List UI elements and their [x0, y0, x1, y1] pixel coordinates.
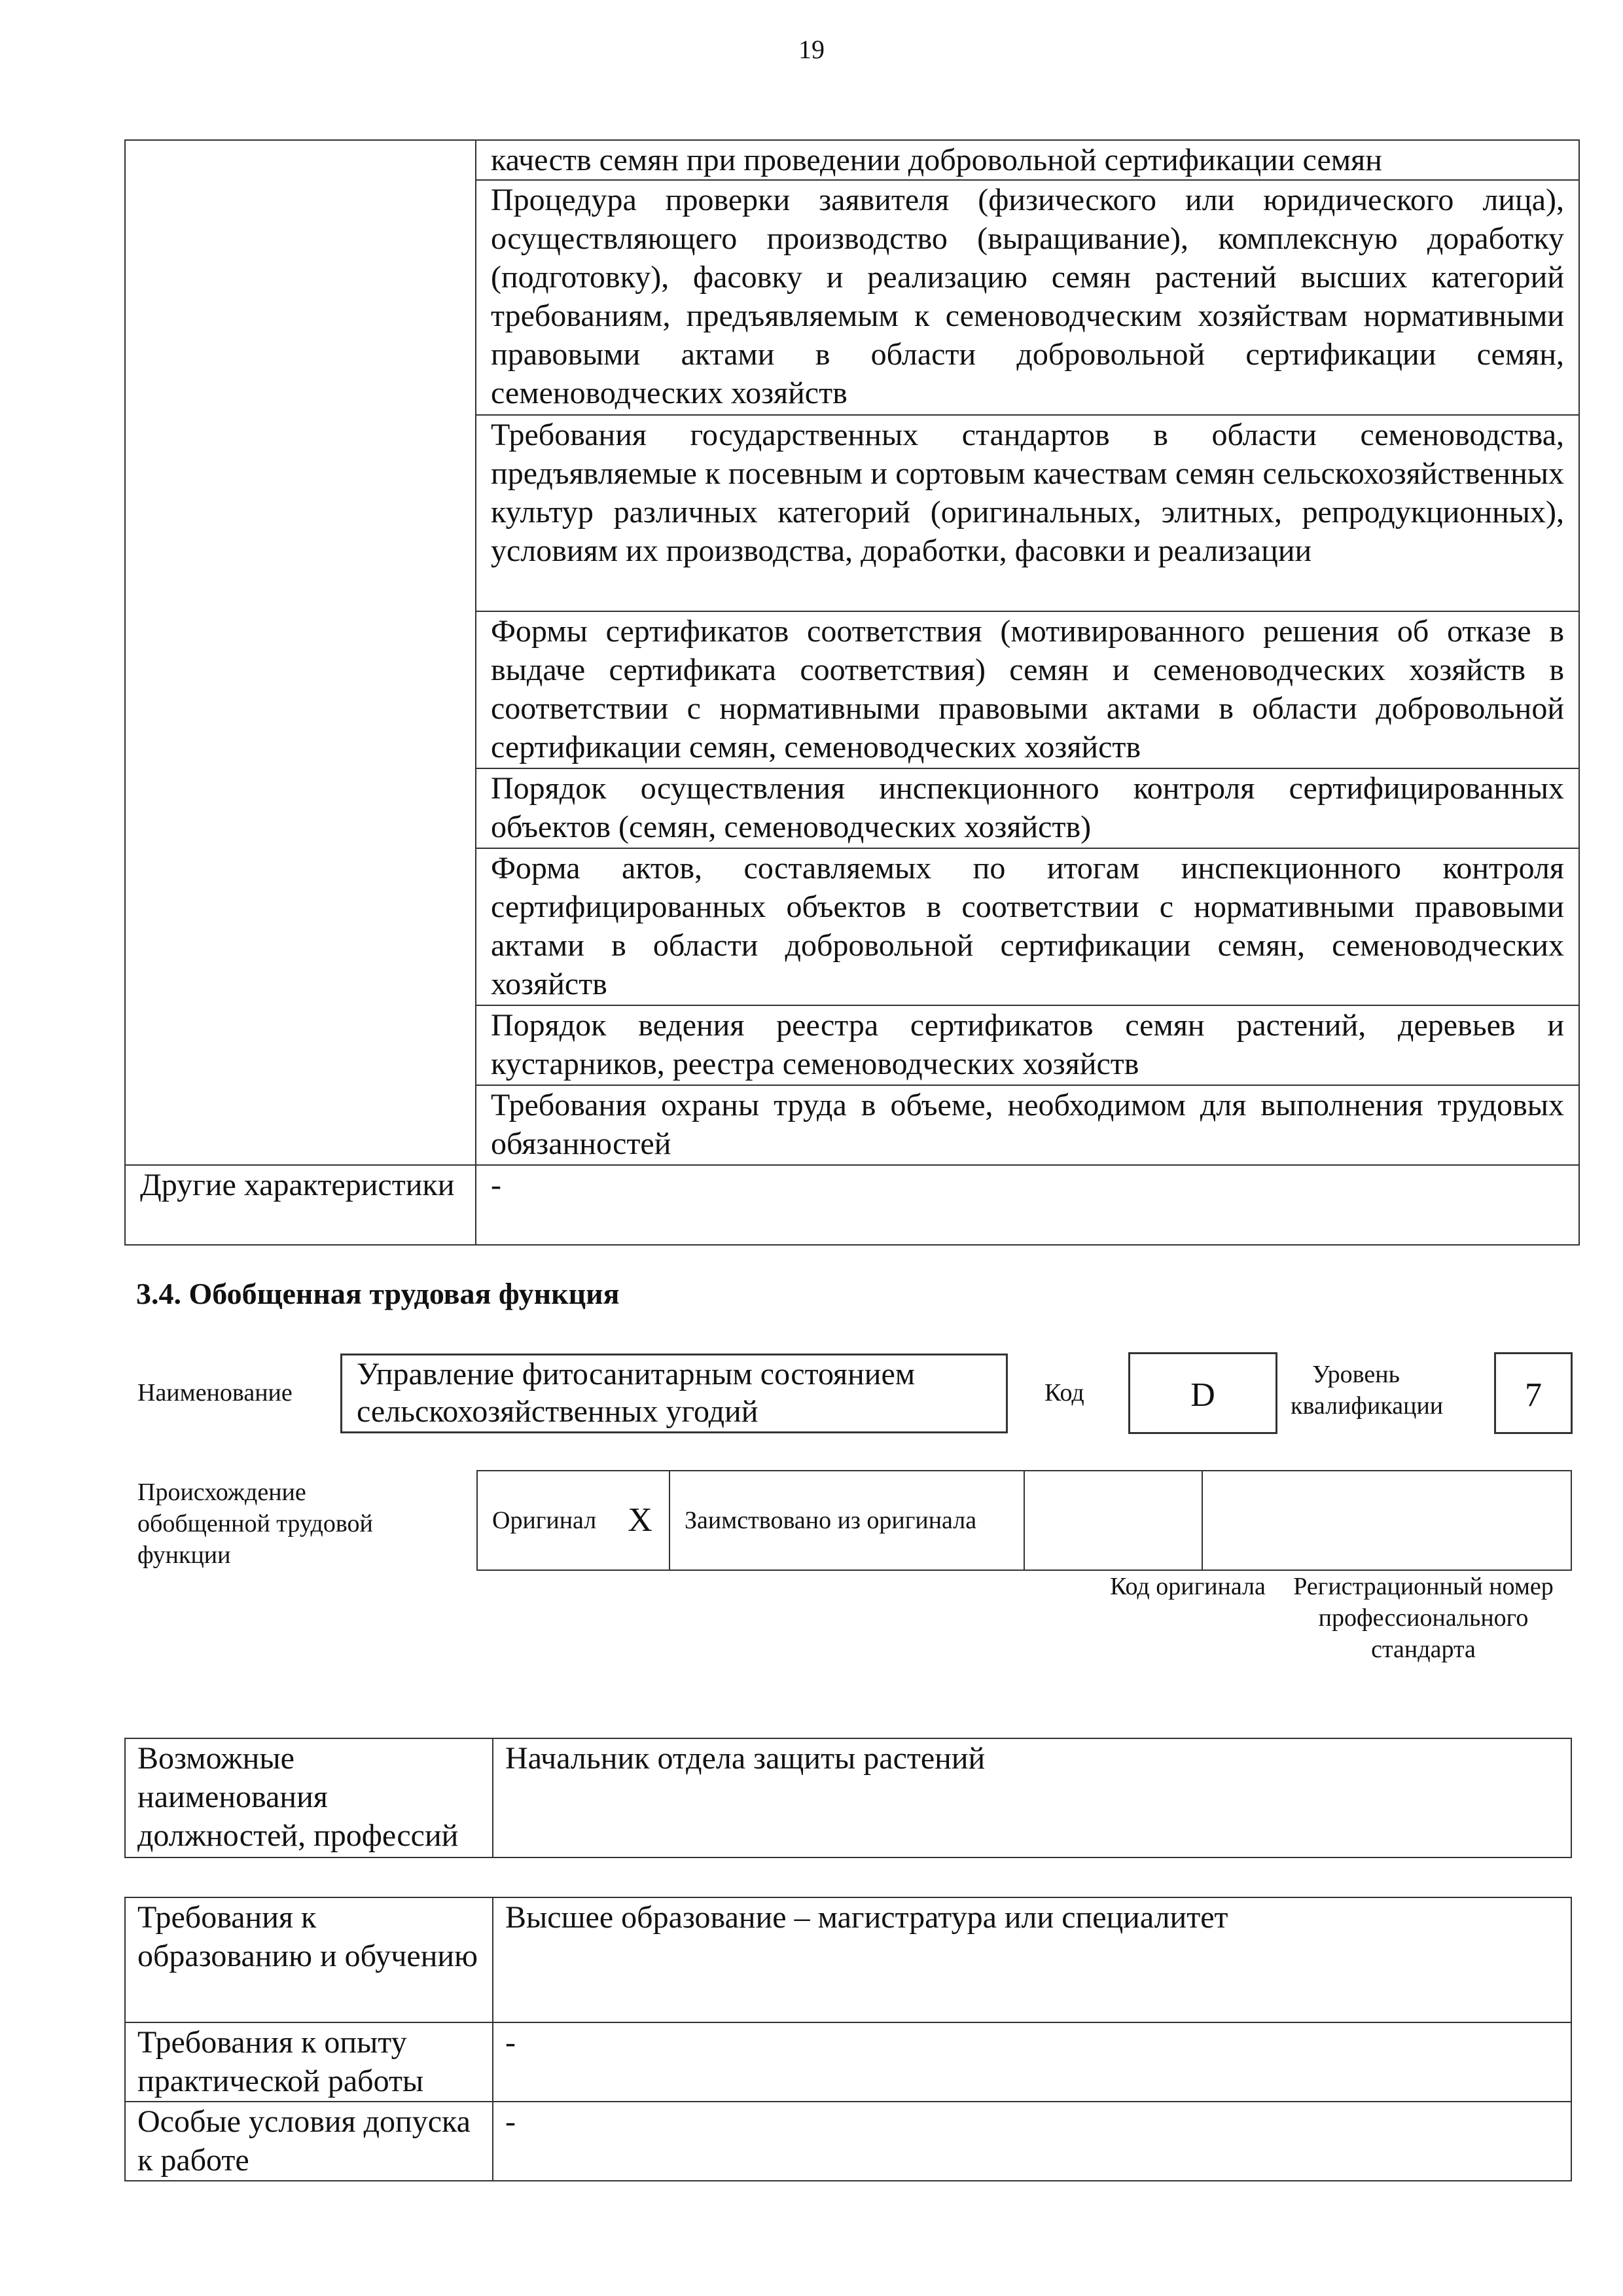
code-label: Код [1044, 1379, 1084, 1407]
table-row [125, 2022, 1571, 2102]
knowledge-item: качеств семян при проведении добровольной сертификации семян [476, 140, 1579, 180]
registration-number-cell [1202, 1471, 1571, 1570]
page-number: 19 [798, 35, 825, 64]
function-name-box: Управление фитосанитарным состоянием сельскохозяйственных угодий [340, 1354, 1008, 1433]
positions-value: Начальник отдела защиты растений [493, 1738, 1571, 1857]
experience-requirements-label: Требования к опыту практической работы [125, 2022, 493, 2102]
registration-number-caption: Регистрационный номер профессионального стандарта [1293, 1573, 1554, 1663]
knowledge-item: Форма актов, составляемых по итогам инспекционного контроля сертифицированных объектов в соответствии с нормативными правовыми актами в области добровольной сертификации семян, семеноводческих хозяйств [476, 848, 1579, 1005]
table-row [477, 1471, 1571, 1570]
knowledge-item: Порядок осуществления инспекционного контроля сертифицированных объектов (семян, семеноводческих хозяйств) [476, 768, 1579, 848]
knowledge-item: Порядок ведения реестра сертификатов семян растений, деревьев и кустарников, реестра семеноводческих хозяйств [476, 1005, 1579, 1085]
borrowed-label: Заимствовано из оригинала [669, 1471, 1024, 1570]
table-cell-empty [125, 140, 476, 1165]
table-row [125, 1165, 1579, 1245]
experience-requirements-value: - [493, 2022, 1571, 2102]
table-row [125, 1897, 1571, 2022]
original-code-cell [1024, 1471, 1202, 1570]
admission-conditions-label: Особые условия допуска к работе [125, 2102, 493, 2181]
table-row [125, 2102, 1571, 2181]
qualification-level-box: 7 [1494, 1352, 1573, 1434]
qualification-level-label: Уровень квалификации [1291, 1361, 1444, 1420]
original-mark: X [611, 1471, 669, 1570]
knowledge-item: Процедура проверки заявителя (физического или юридического лица), осуществляющего производство (выращивание), комплексную доработку (подготовку), фасовку и реализацию семян растений высших категорий требованиям, предъявляемым к семеноводческим хозяйствам нормативными правовыми актами в области добровольной сертификации семян, семеноводческих хозяйств [476, 180, 1579, 415]
code-value-box: D [1128, 1352, 1277, 1434]
table-row [125, 1738, 1571, 1857]
origin-table [476, 1470, 1572, 1571]
original-label: Оригинал [477, 1471, 611, 1570]
section-title: 3.4. Обобщенная трудовая функция [136, 1277, 620, 1310]
education-requirements-label: Требования к образованию и обучению [125, 1897, 493, 2022]
table-row [125, 140, 1579, 180]
name-label: Наименование [137, 1379, 293, 1407]
origin-label: Происхождение обобщенной трудовой функции [137, 1479, 373, 1569]
admission-conditions-value: - [493, 2102, 1571, 2181]
positions-label: Возможные наименования должностей, профессий [125, 1738, 493, 1857]
original-code-caption: Код оригинала [1110, 1573, 1266, 1600]
knowledge-table [124, 139, 1580, 1246]
knowledge-item: Требования охраны труда в объеме, необходимом для выполнения трудовых обязанностей [476, 1085, 1579, 1165]
other-characteristics-value: - [476, 1165, 1579, 1245]
requirements-table [124, 1897, 1572, 2181]
positions-table [124, 1738, 1572, 1858]
education-requirements-value: Высшее образование – магистратура или специалитет [493, 1897, 1571, 2022]
knowledge-item: Требования государственных стандартов в области семеноводства, предъявляемые к посевным и сортовым качествам семян сельскохозяйственных культур различных категорий (оригинальных, элитных, репродукционных), условиям их производства, доработки, фасовки и реализации [476, 415, 1579, 611]
other-characteristics-label: Другие характеристики [125, 1165, 476, 1245]
knowledge-item: Формы сертификатов соответствия (мотивированного решения об отказе в выдаче сертификата соответствия) семян и семеноводческих хозяйств в соответствии с нормативными правовыми актами в области добровольной сертификации семян, семеноводческих хозяйств [476, 611, 1579, 768]
